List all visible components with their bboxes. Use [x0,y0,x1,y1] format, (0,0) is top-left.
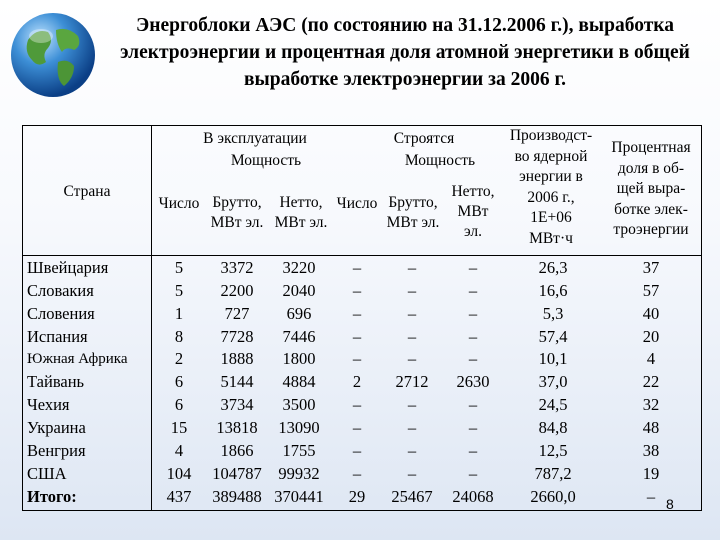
cell-uc-count: – [352,326,362,346]
cell-gross: 389488 [212,486,262,506]
cell-share: 19 [642,463,660,483]
table-row [23,440,701,463]
cell-uc-count: – [352,349,362,369]
header-share-line1: Процентная [611,139,691,156]
cell-production: 37,0 [538,372,568,392]
table-row [23,303,701,326]
cell-production: 84,8 [538,417,568,437]
cell-count: 6 [174,372,184,392]
header-uc-net-line2: МВт [457,203,489,220]
cell-gross: 2200 [220,280,254,300]
cell-share: 38 [642,440,660,460]
header-production-line1: Производст- [509,127,593,144]
header-share [601,138,701,241]
header-uc-gross-line2: МВт эл. [386,214,440,231]
nuclear-units-table [22,125,702,511]
cell-share: 20 [642,326,660,346]
cell-country: Украина [27,417,86,437]
header-uc-net-line3: эл. [464,223,482,240]
cell-count: 2 [174,349,184,369]
cell-uc-net: – [468,463,478,483]
header-divider [23,255,701,256]
cell-country: Швейцария [27,258,109,277]
cell-uc-count: – [352,303,362,323]
cell-net: 1755 [282,440,316,460]
header-uc-net-line1: Нетто, [451,183,495,200]
title-line-3: выработке электроэнергии за 2006 г. [244,69,566,90]
cell-production: 5,3 [542,303,564,323]
title-line-1: Энергоблоки АЭС (по состоянию на 31.12.2006 г.), выработка [136,15,674,36]
cell-production: 12,5 [538,440,568,460]
cell-country: Южная Африка [27,351,128,368]
cell-gross: 7728 [220,326,254,346]
cell-net: 696 [286,303,312,323]
cell-uc-net: – [468,280,478,300]
cell-uc-net: – [468,395,478,415]
cell-country: Чехия [27,395,70,415]
cell-net: 370441 [274,486,324,506]
cell-net: 3220 [282,258,316,277]
cell-net: 99932 [278,463,320,483]
globe-icon [8,10,98,100]
cell-gross: 104787 [212,463,262,483]
cell-count: 1 [174,303,184,323]
header-uc-gross-line1: Брутто, [388,194,438,211]
cell-gross: 1888 [220,349,254,369]
cell-share: 48 [642,417,660,437]
cell-count: 4 [174,440,184,460]
cell-uc-net: – [468,349,478,369]
cell-uc-gross: 2712 [395,372,429,392]
cell-gross: 727 [224,303,250,323]
table-row [23,463,701,486]
cell-share: 40 [642,303,660,323]
cell-production: 24,5 [538,395,568,415]
cell-uc-net: – [468,303,478,323]
cell-gross: 1866 [220,440,254,460]
cell-country: Испания [27,326,88,346]
header-gross-line2: МВт эл. [210,214,264,231]
cell-uc-gross: – [407,326,417,346]
cell-share: 57 [642,280,660,300]
header-production-line3: энергии в [519,168,583,185]
cell-gross: 3372 [220,258,254,277]
cell-uc-net: – [468,326,478,346]
header-share-line4: ботке элек- [614,200,688,218]
cell-uc-net: – [468,258,478,277]
cell-count: 437 [166,486,192,506]
table-row [23,371,701,394]
cell-net: 3500 [282,395,316,415]
table-row [23,348,701,371]
cell-net: 1800 [282,349,316,369]
cell-uc-gross: – [407,440,417,460]
header-production [499,126,603,249]
cell-uc-count: – [352,258,362,277]
cell-uc-count: – [352,280,362,300]
header-net-line1: Нетто, [279,194,323,211]
header-net-construction [443,182,503,242]
cell-count: 104 [166,463,192,483]
page-number: 8 [666,496,674,512]
cell-uc-net: – [468,417,478,437]
cell-production: 26,3 [538,258,568,277]
cell-gross: 5144 [220,372,254,392]
cell-country: Венгрия [27,440,86,460]
cell-country: Итого: [27,486,77,506]
cell-country: США [27,463,67,483]
cell-net: 4884 [282,372,316,392]
table-row [23,257,701,280]
cell-net: 13090 [278,417,320,437]
cell-gross: 3734 [220,395,254,415]
header-net-line2: МВт эл. [274,214,328,231]
cell-uc-gross: – [407,395,417,415]
cell-count: 6 [174,395,184,415]
cell-country: Тайвань [27,372,85,392]
header-capacity-construction: Мощность [404,152,476,169]
cell-net: 7446 [282,326,316,346]
cell-uc-count: 2 [352,372,362,392]
cell-uc-count: – [352,417,362,437]
cell-uc-net: 24068 [452,486,494,506]
cell-uc-gross: 25467 [391,486,433,506]
header-share-line5: троэнергии [613,221,689,238]
cell-country: Словения [27,303,95,323]
cell-production: 57,4 [538,326,568,346]
cell-share: 4 [646,349,656,369]
header-capacity-operation: Мощность [230,152,302,169]
title-line-2: электроэнергии и процентная доля атомной энергетики в общей [120,42,690,63]
cell-gross: 13818 [216,417,258,437]
cell-uc-count: – [352,463,362,483]
cell-count: 15 [170,417,188,437]
cell-uc-count: – [352,395,362,415]
header-country: Страна [63,183,111,200]
cell-uc-net: – [468,440,478,460]
header-share-line3: щей выра- [616,180,686,197]
cell-share: 37 [642,258,660,277]
table-row [23,394,701,417]
cell-country: Словакия [27,280,94,300]
cell-uc-net: 2630 [456,372,490,392]
cell-uc-gross: – [407,303,417,323]
header-under-construction: Строятся [393,130,455,147]
header-gross-line1: Брутто, [212,194,262,211]
header-production-line2: во ядерной [514,147,588,165]
header-gross-construction [381,193,445,233]
cell-share: – [646,486,656,506]
cell-count: 5 [174,280,184,300]
cell-uc-count: – [352,440,362,460]
header-in-operation: В эксплуатации [203,130,307,147]
cell-count: 5 [174,258,184,277]
cell-uc-count: 29 [348,486,366,506]
header-count-operation: Число [158,195,200,212]
cell-production: 10,1 [538,349,568,369]
cell-uc-gross: – [407,280,417,300]
header-production-line4: 2006 г., [527,188,575,206]
header-production-line6: МВт·ч [529,229,573,247]
header-gross-operation [205,193,269,233]
header-net-operation [269,193,333,233]
cell-uc-gross: – [407,463,417,483]
table-row [23,486,701,509]
cell-uc-gross: – [407,417,417,437]
cell-production: 787,2 [534,463,572,483]
cell-net: 2040 [282,280,316,300]
table-row [23,326,701,349]
header-count-construction: Число [336,195,378,212]
table-row [23,417,701,440]
header-share-line2: доля в об- [617,159,685,177]
header-production-line5: 1E+06 [530,209,572,226]
cell-count: 8 [174,326,184,346]
cell-production: 16,6 [538,280,568,300]
cell-uc-gross: – [407,258,417,277]
cell-share: 22 [642,372,660,392]
cell-share: 32 [642,395,660,415]
table-row [23,280,701,303]
cell-uc-gross: – [407,349,417,369]
cell-production: 2660,0 [530,486,576,506]
page-title [110,12,700,93]
